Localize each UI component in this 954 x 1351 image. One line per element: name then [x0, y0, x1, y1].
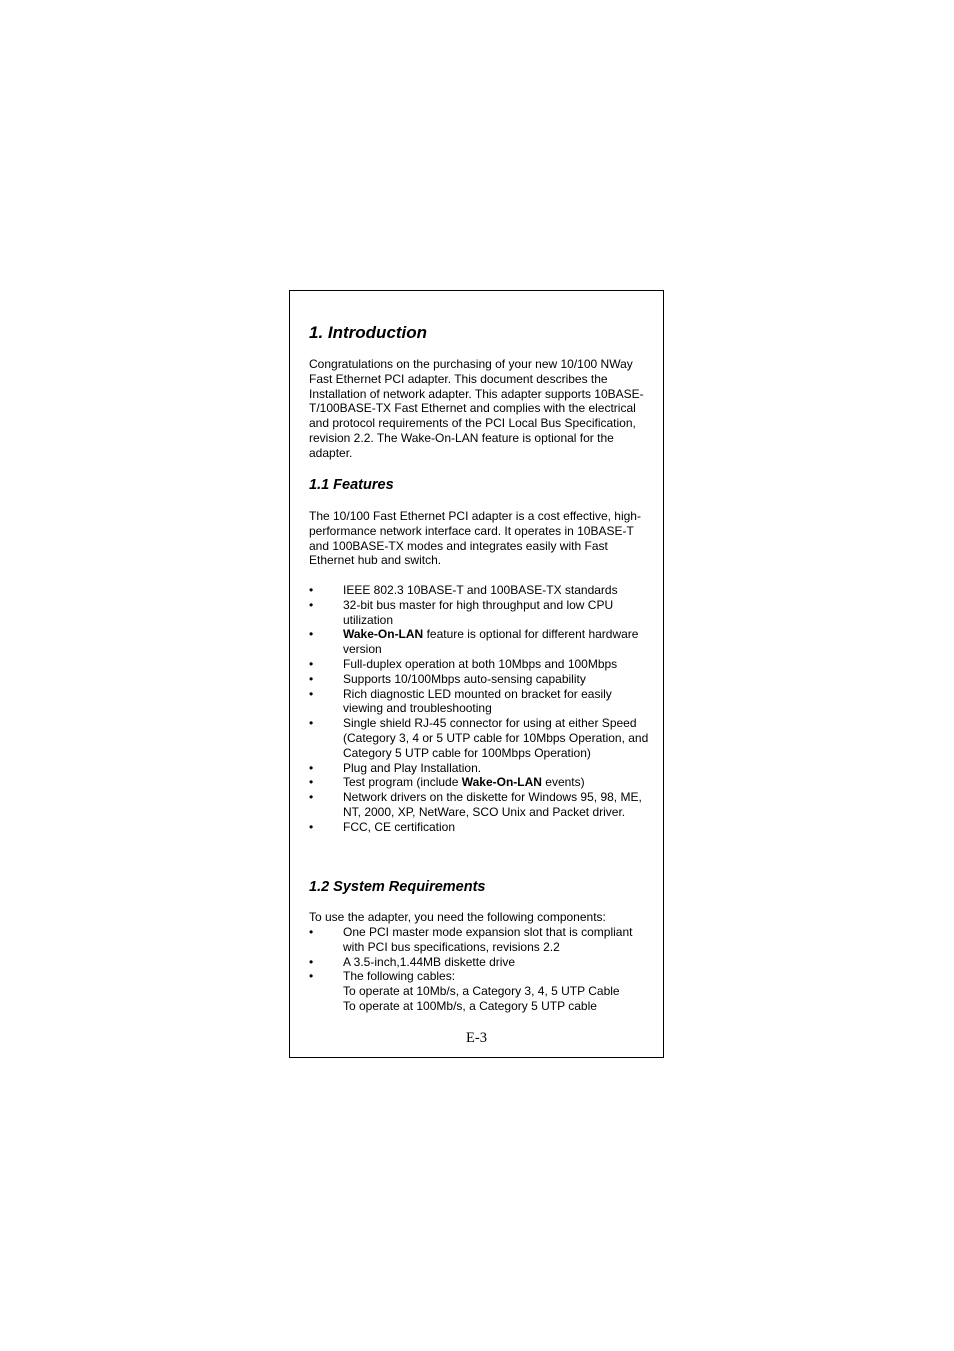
bullet-icon: • [309, 627, 314, 642]
list-item: • The following cables: [309, 969, 456, 984]
bullet-icon: • [309, 954, 314, 969]
wake-on-lan-term: Wake-On-LAN [461, 775, 542, 790]
list-item: • Network drivers on the diskette for Windows 95, 98, ME, NT, 2000, XP, NetWare, SCO Unix and Packet driver. [309, 790, 642, 819]
list-item: • 32-bit bus master for high throughput and low CPU utilization [309, 597, 614, 627]
bullet-icon: • [309, 969, 314, 984]
list-item: • FCC, CE certification [309, 819, 456, 834]
bullet-icon: • [309, 775, 314, 790]
bullet-icon: • [309, 819, 314, 834]
bullet-icon: • [309, 583, 314, 597]
list-item: • Test program (include Wake-On-LAN events) [309, 775, 585, 790]
requirements-list [309, 925, 649, 1014]
wake-on-lan-term: Wake-On-LAN [343, 627, 424, 642]
page-number: E-3 [466, 1030, 487, 1046]
features-list [309, 583, 649, 835]
bullet-icon: • [309, 790, 314, 805]
bullet-icon: • [309, 716, 314, 731]
features-paragraph: The 10/100 Fast Ethernet PCI adapter is a cost effective, high-performance network interface card. It operates in 10BASE-T and 100BASE-TX modes and integrates easily with Fast Ethernet hub and switch. [309, 509, 641, 568]
manual-page [289, 290, 664, 1058]
bullet-icon: • [309, 925, 314, 939]
list-item: • Supports 10/100Mbps auto-sensing capability [309, 671, 586, 686]
list-item: • One PCI master mode expansion slot that is compliant with PCI bus specifications, revisions 2.2 [309, 925, 633, 954]
list-item: • Single shield RJ-45 connector for using at either Speed (Category 3, 4 or 5 UTP cable for 10Mbps Operation, and Category 5 UTP cable for 100Mbps Operation) [309, 716, 649, 760]
bullet-icon: • [309, 760, 314, 775]
list-item: • Plug and Play Installation. [309, 760, 482, 775]
list-item: • IEEE 802.3 10BASE-T and 100BASE-TX standards [309, 583, 618, 597]
bullet-icon: • [309, 597, 314, 612]
introduction-paragraph: Congratulations on the purchasing of your new 10/100 NWay Fast Ethernet PCI adapter. This document describes the Installation of network adapter. This adapter supports 10BASE-T/100BASE-TX Fast Ethernet and complies with the electrical and protocol requirements of the PCI Local Bus Specification, revision 2.2. The Wake-On-LAN feature is optional for the adapter. [309, 357, 644, 460]
list-item: • A 3.5-inch,1.44MB diskette drive [309, 954, 516, 969]
introduction-heading: 1. Introduction [309, 323, 428, 342]
requirements-intro: To use the adapter, you need the following components: [309, 910, 606, 924]
bullet-icon: • [309, 671, 314, 686]
system-requirements-heading: 1.2 System Requirements [309, 879, 486, 895]
list-item: • Wake-On-LAN feature is optional for different hardware version [309, 627, 639, 657]
bullet-icon: • [309, 686, 314, 701]
list-item: • Full-duplex operation at both 10Mbps and 100Mbps [309, 656, 618, 671]
cable-line-100mbps: To operate at 100Mb/s, a Category 5 UTP cable [343, 998, 597, 1013]
features-heading: 1.1 Features [309, 477, 394, 493]
cable-line-10mbps: To operate at 10Mb/s, a Category 3, 4, 5 UTP Cable [343, 984, 620, 999]
list-item: • Rich diagnostic LED mounted on bracket for easily viewing and troubleshooting [309, 686, 612, 716]
bullet-icon: • [309, 656, 314, 671]
